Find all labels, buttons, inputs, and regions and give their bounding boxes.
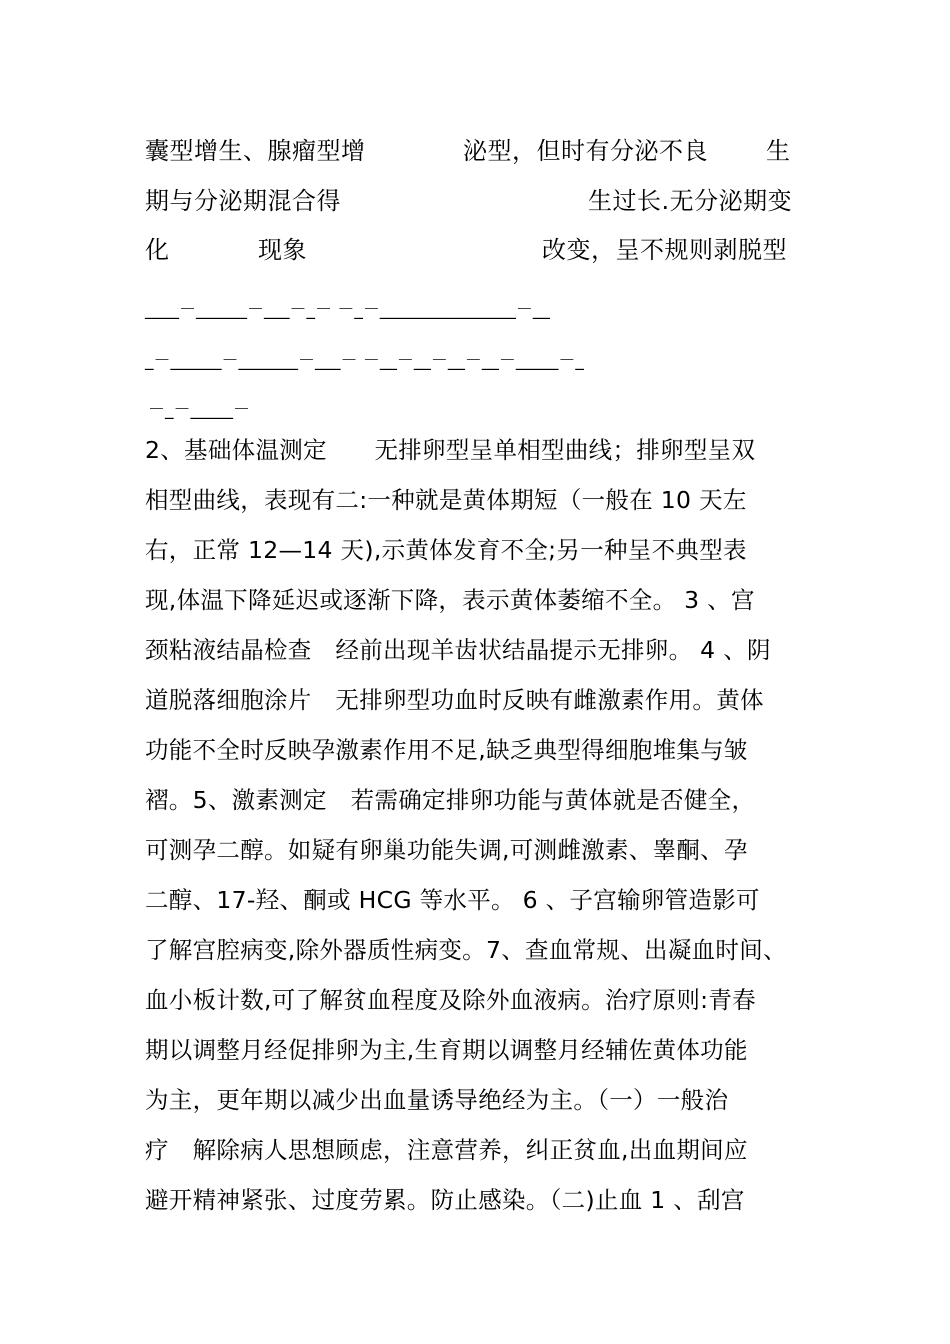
table-row3-cell3: 改变，呈不规则剥脱型 — [542, 236, 787, 264]
body-line: 右，正常 12—14 天),示黄体发育不全;另一种呈不典型表 — [145, 536, 747, 564]
table-row3-cell2: 现象 — [258, 236, 307, 264]
body-line: 功能不全时反映孕激素作用不足,缺乏典型得细胞堆集与皱 — [145, 736, 748, 764]
body-line: 了解宫腔病变,除外器质性病变。7、查血常规、出凝血时间、 — [145, 936, 787, 964]
table-rule-line: ____－______－___－_－ －_－________________－__ — [145, 300, 550, 320]
table-rule-line: _－______－_______－___－ －__－__－__－__－_____－_ — [145, 351, 584, 371]
table-row3-cell1: 化 — [145, 236, 170, 264]
table-row2-cell3: 生过长.无分泌期变 — [588, 187, 793, 215]
body-line: 道脱落细胞涂片 无排卵型功血时反映有雌激素作用。黄体 — [145, 686, 764, 714]
body-line: 可测孕二醇。如疑有卵巢功能失调,可测雌激素、睾酮、孕 — [145, 836, 748, 864]
body-line: 疗 解除病人思想顾虑，注意营养，纠正贫血,出血期间应 — [145, 1136, 748, 1164]
table-row2-cell1: 期与分泌期混合得 — [145, 187, 341, 215]
table-row1-cell1: 囊型增生、腺瘤型增 — [145, 137, 366, 165]
body-line: 血小板计数,可了解贫血程度及除外血液病。治疗原则:青春 — [145, 986, 756, 1014]
body-line: 2、基础体温测定 无排卵型呈单相型曲线；排卵型呈双 — [145, 436, 756, 464]
table-row1-cell3: 生 — [766, 137, 791, 165]
body-line: 期以调整月经促排卵为主,生育期以调整月经辅佐黄体功能 — [145, 1036, 748, 1064]
body-line: 褶。5、激素测定 若需确定排卵功能与黄体就是否健全， — [145, 786, 756, 814]
body-line: 二醇、17-羟、酮或 HCG 等水平。 6 、子宫输卵管造影可 — [145, 886, 760, 914]
body-line: 避开精神紧张、过度劳累。防止感染。（二)止血 1 、刮宫 — [145, 1186, 745, 1214]
table-rule-line: －_－_____－ — [148, 400, 250, 420]
body-line: 相型曲线，表现有二:一种就是黄体期短（一般在 10 天左 — [145, 486, 747, 514]
table-row1-cell2: 泌型，但时有分泌不良 — [463, 137, 708, 165]
body-line: 颈粘液结晶检查 经前出现羊齿状结晶提示无排卵。 4 、阴 — [145, 636, 771, 664]
body-line: 现,体温下降延迟或逐渐下降，表示黄体萎缩不全。 3 、宫 — [145, 586, 755, 614]
body-line: 为主，更年期以减少出血量诱导绝经为主。（一）一般治 — [145, 1086, 729, 1114]
